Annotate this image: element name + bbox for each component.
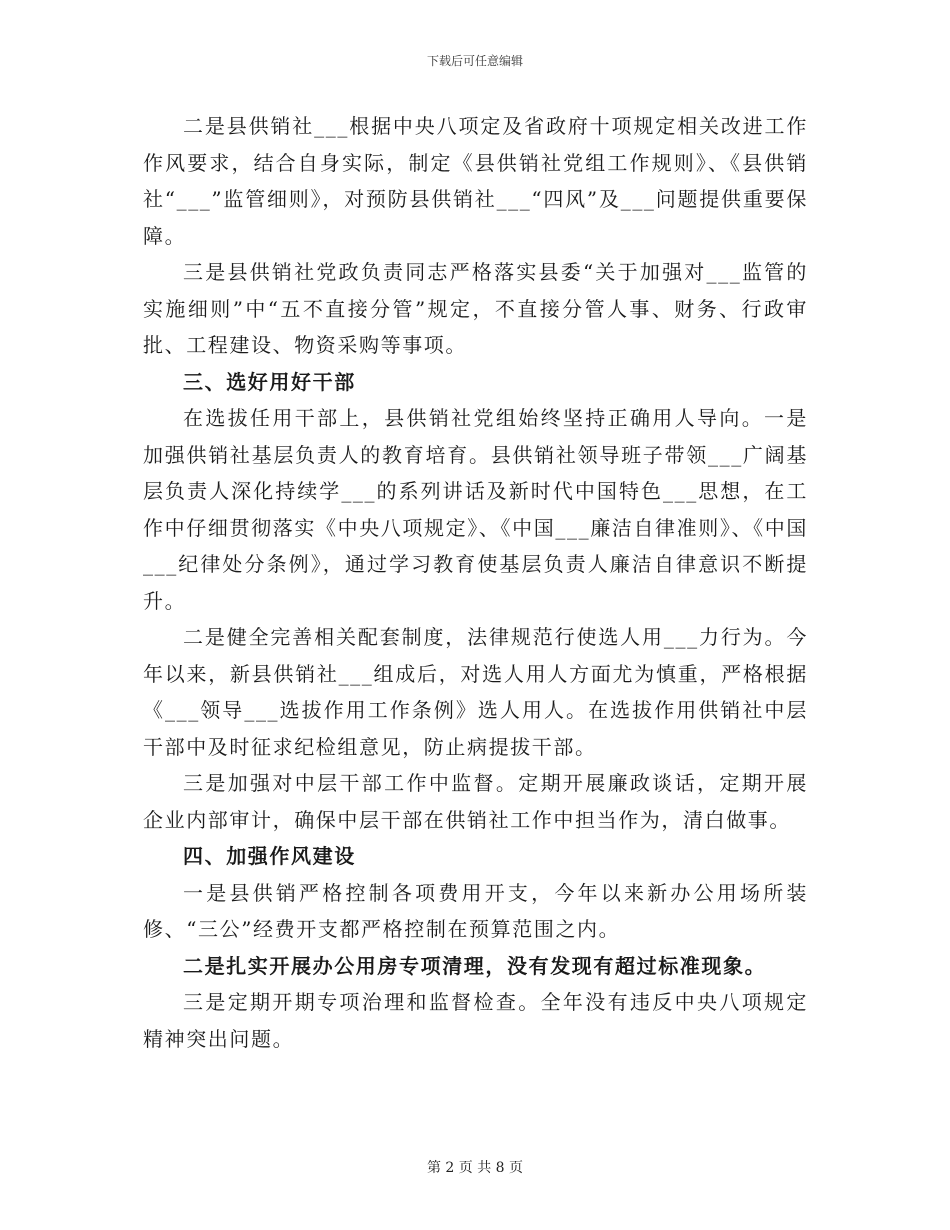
document-body: [143, 108, 808, 1057]
paragraph-special-inspection: 三是定期开期专项治理和监督检查。全年没有违反中央八项规定精神突出问题。: [143, 990, 808, 1051]
paragraph-selection-system: 二是健全完善相关配套制度，法律规范行使选人用___力行为。今年以来，新县供销社___组成后，对选人用人方面尤为慎重，严格根据《___领导___选拔作用工作条例》选人用人。在选拔作用供销社中层干部中及时征求纪检组意见，防止病提拔干部。: [143, 625, 808, 759]
section-heading-cadres: 三、选好用好干部: [183, 369, 356, 394]
paragraph-five-no-direct: 三是县供销社党政负责同志严格落实县委“关于加强对___监管的实施细则”中“五不直接分管”规定，不直接分管人事、财务、行政审批、工程建设、物资采购等事项。: [143, 260, 808, 357]
paragraph-expense-control: 一是县供销严格控制各项费用开支，今年以来新办公用场所装修、“三公”经费开支都严格控制在预算范围之内。: [143, 880, 808, 941]
section-heading-workstyle: 四、加强作风建设: [183, 844, 356, 868]
paragraph-cadre-education: 在选拔任用干部上，县供销社党组始终坚持正确用人导向。一是加强供销社基层负责人的教育培育。县供销社领导班子带领___广阔基层负责人深化持续学___的系列讲话及新时代中国特色___思想，在工作中仔细贯彻落实《中央八项规定》、《中国___廉洁自律准则》、《中国___纪律处分条例》，通过学习教育使基层负责人廉洁自律意识不断提升。: [143, 406, 808, 613]
page-number: 第 2 页 共 8 页: [426, 1160, 524, 1176]
paragraph-office-cleanup: 二是扎实开展办公用房专项清理，没有发现有超过标准现象。: [183, 953, 767, 978]
paragraph-supervision-rules: 二是县供销社___根据中央八项定及省政府十项规定相关改进工作作风要求，结合自身实际，制定《县供销社党组工作规则》、《县供销社“___”监管细则》，对预防县供销社___“四风”及___问题提供重要保障。: [143, 114, 808, 248]
page-header-note: 下载后可任意编辑: [426, 54, 523, 68]
paragraph-midlevel-supervision: 三是加强对中层干部工作中监督。定期开展廉政谈话，定期开展企业内部审计，确保中层干部在供销社工作中担当作为，清白做事。: [143, 771, 808, 832]
